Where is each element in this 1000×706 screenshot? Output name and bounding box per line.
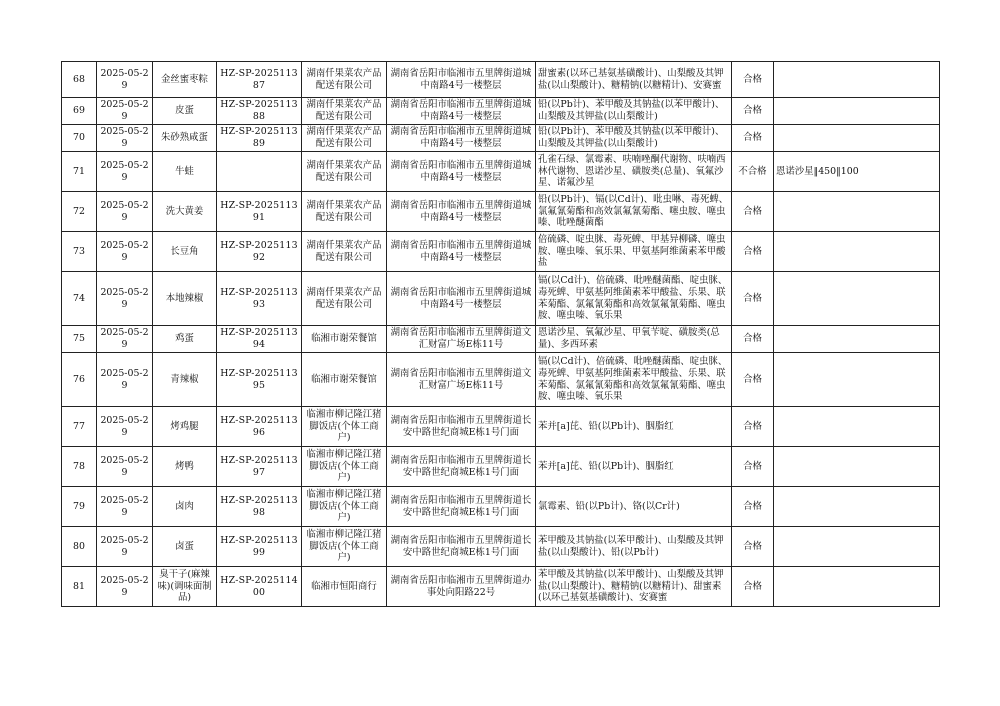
product-name: 牛蛙: [153, 152, 217, 192]
product-name: 卤蛋: [153, 527, 217, 567]
inspection-result: 合格: [732, 447, 774, 487]
sample-code: HZ-SP-202511399: [217, 527, 302, 567]
product-name: 朱砂熟咸蛋: [153, 125, 217, 152]
company-address: 湖南省岳阳市临湘市五里牌街道长安中路世纪商城E栋1号门面: [387, 447, 536, 487]
sampled-company: 临湘市柳记隆江猪脚饭店(个体工商户): [302, 487, 387, 527]
company-address: 湖南省岳阳市临湘市五里牌街道长安中路世纪商城E栋1号门面: [387, 527, 536, 567]
inspection-result: 合格: [732, 353, 774, 407]
sampled-company: 临湘市谢荣餐馆: [302, 326, 387, 353]
sampled-company: 临湘市恒阳商行: [302, 567, 387, 607]
sampled-company: 临湘市谢荣餐馆: [302, 353, 387, 407]
sampled-company: 湖南仟果菜农产品配送有限公司: [302, 62, 387, 98]
product-name: 臭干子(麻辣味)(调味面制品): [153, 567, 217, 607]
inspection-items: 孔雀石绿、氯霉素、呋喃唑酮代谢物、呋喃西林代谢物、恩诺沙星、磺胺类(总量)、氧氟沙星、诺氟沙星: [536, 152, 732, 192]
sample-code: HZ-SP-202511393: [217, 272, 302, 326]
inspection-result: 合格: [732, 98, 774, 125]
unqualified-note: [774, 487, 940, 527]
table-row: [62, 98, 940, 125]
inspection-result: 合格: [732, 527, 774, 567]
row-number: 77: [62, 407, 97, 447]
sampling-date: 2025-05-29: [97, 98, 153, 125]
company-address: 湖南省岳阳市临湘市五里牌街道城中南路4号一楼整层: [387, 152, 536, 192]
product-name: 本地辣椒: [153, 272, 217, 326]
inspection-items: 铅(以Pb计)、苯甲酸及其钠盐(以苯甲酸计)、山梨酸及其钾盐(以山梨酸计): [536, 125, 732, 152]
table-row: [62, 353, 940, 407]
company-address: 湖南省岳阳市临湘市五里牌街道文汇财富广场E栋11号: [387, 353, 536, 407]
product-name: 长豆角: [153, 232, 217, 272]
sampled-company: 湖南仟果菜农产品配送有限公司: [302, 98, 387, 125]
unqualified-note: [774, 326, 940, 353]
unqualified-note: [774, 272, 940, 326]
sampled-company: 湖南仟果菜农产品配送有限公司: [302, 272, 387, 326]
unqualified-note: [774, 353, 940, 407]
inspection-items: 苯甲酸及其钠盐(以苯甲酸计)、山梨酸及其钾盐(以山梨酸计)、铅(以Pb计): [536, 527, 732, 567]
inspection-result: 合格: [732, 62, 774, 98]
table-row: [62, 192, 940, 232]
sample-code: HZ-SP-202511395: [217, 353, 302, 407]
table-row: [62, 527, 940, 567]
sampled-company: 湖南仟果菜农产品配送有限公司: [302, 125, 387, 152]
company-address: 湖南省岳阳市临湘市五里牌街道城中南路4号一楼整层: [387, 192, 536, 232]
company-address: 湖南省岳阳市临湘市五里牌街道文汇财富广场E栋11号: [387, 326, 536, 353]
sample-code: [217, 152, 302, 192]
inspection-items: 苯甲酸及其钠盐(以苯甲酸计)、山梨酸及其钾盐(以山梨酸计)、糖精钠(以糖精计)、甜蜜素(以环己基氨基磺酸计)、安赛蜜: [536, 567, 732, 607]
unqualified-note: [774, 125, 940, 152]
table-row: [62, 447, 940, 487]
sampled-company: 湖南仟果菜农产品配送有限公司: [302, 232, 387, 272]
company-address: 湖南省岳阳市临湘市五里牌街道城中南路4号一楼整层: [387, 62, 536, 98]
sample-code: HZ-SP-202511397: [217, 447, 302, 487]
sampling-date: 2025-05-29: [97, 353, 153, 407]
sampled-company: 临湘市柳记隆江猪脚饭店(个体工商户): [302, 407, 387, 447]
inspection-result: 合格: [732, 125, 774, 152]
sampling-date: 2025-05-29: [97, 487, 153, 527]
unqualified-note: [774, 447, 940, 487]
sampling-date: 2025-05-29: [97, 567, 153, 607]
row-number: 81: [62, 567, 97, 607]
sample-code: HZ-SP-202511392: [217, 232, 302, 272]
inspection-items: 镉(以Cd计)、倍硫磷、吡唑醚菌酯、啶虫脒、毒死蜱、甲氨基阿维菌素苯甲酸盐、乐果、联苯菊酯、氯氟氰菊酯和高效氯氟氰菊酯、噻虫胺、噻虫嗪、氧乐果: [536, 353, 732, 407]
company-address: 湖南省岳阳市临湘市五里牌街道城中南路4号一楼整层: [387, 125, 536, 152]
row-number: 74: [62, 272, 97, 326]
inspection-results-page: [61, 61, 939, 607]
unqualified-note: [774, 567, 940, 607]
table-row: [62, 326, 940, 353]
inspection-items: 恩诺沙星、氧氟沙星、甲氧苄啶、磺胺类(总量)、多西环素: [536, 326, 732, 353]
row-number: 80: [62, 527, 97, 567]
table-row: [62, 272, 940, 326]
row-number: 79: [62, 487, 97, 527]
sampling-date: 2025-05-29: [97, 152, 153, 192]
sampling-date: 2025-05-29: [97, 232, 153, 272]
sampled-company: 临湘市柳记隆江猪脚饭店(个体工商户): [302, 447, 387, 487]
inspection-result: 合格: [732, 232, 774, 272]
product-name: 鸡蛋: [153, 326, 217, 353]
row-number: 78: [62, 447, 97, 487]
sample-code: HZ-SP-202511396: [217, 407, 302, 447]
row-number: 73: [62, 232, 97, 272]
product-name: 洗大黄姜: [153, 192, 217, 232]
sample-code: HZ-SP-202511394: [217, 326, 302, 353]
row-number: 75: [62, 326, 97, 353]
table-row: [62, 125, 940, 152]
sample-code: HZ-SP-202511388: [217, 98, 302, 125]
inspection-result: 合格: [732, 272, 774, 326]
unqualified-note: [774, 62, 940, 98]
sample-code: HZ-SP-202511389: [217, 125, 302, 152]
row-number: 76: [62, 353, 97, 407]
sampling-date: 2025-05-29: [97, 407, 153, 447]
product-name: 金丝蜜枣粽: [153, 62, 217, 98]
product-name: 皮蛋: [153, 98, 217, 125]
inspection-result: 合格: [732, 567, 774, 607]
sample-code: HZ-SP-202511398: [217, 487, 302, 527]
sampling-date: 2025-05-29: [97, 272, 153, 326]
unqualified-note: [774, 232, 940, 272]
inspection-items: 苯并[a]芘、铅(以Pb计)、胭脂红: [536, 447, 732, 487]
product-name: 青辣椒: [153, 353, 217, 407]
inspection-results-table: [61, 61, 940, 607]
sampling-date: 2025-05-29: [97, 326, 153, 353]
unqualified-note: 恩诺沙星‖450‖100: [774, 152, 940, 192]
row-number: 71: [62, 152, 97, 192]
company-address: 湖南省岳阳市临湘市五里牌街道城中南路4号一楼整层: [387, 98, 536, 125]
table-row: [62, 232, 940, 272]
company-address: 湖南省岳阳市临湘市五里牌街道办事处向阳路22号: [387, 567, 536, 607]
row-number: 70: [62, 125, 97, 152]
sampling-date: 2025-05-29: [97, 192, 153, 232]
inspection-items: 铅(以Pb计)、镉(以Cd计)、吡虫啉、毒死蜱、氯氟氰菊酯和高效氯氟氰菊酯、噻虫胺、噻虫嗪、吡唑醚菌酯: [536, 192, 732, 232]
table-row: [62, 567, 940, 607]
unqualified-note: [774, 407, 940, 447]
table-row: [62, 62, 940, 98]
unqualified-note: [774, 98, 940, 125]
inspection-items: 倍硫磷、啶虫脒、毒死蜱、甲基异柳磷、噻虫胺、噻虫嗪、氧乐果、甲氨基阿维菌素苯甲酸盐: [536, 232, 732, 272]
inspection-result: 合格: [732, 326, 774, 353]
row-number: 69: [62, 98, 97, 125]
sampling-date: 2025-05-29: [97, 62, 153, 98]
product-name: 烤鸡腿: [153, 407, 217, 447]
inspection-result: 不合格: [732, 152, 774, 192]
product-name: 卤肉: [153, 487, 217, 527]
sampled-company: 湖南仟果菜农产品配送有限公司: [302, 152, 387, 192]
inspection-result: 合格: [732, 487, 774, 527]
inspection-result: 合格: [732, 192, 774, 232]
unqualified-note: [774, 527, 940, 567]
inspection-items: 苯并[a]芘、铅(以Pb计)、胭脂红: [536, 407, 732, 447]
sampling-date: 2025-05-29: [97, 447, 153, 487]
inspection-items: 铅(以Pb计)、苯甲酸及其钠盐(以苯甲酸计)、山梨酸及其钾盐(以山梨酸计): [536, 98, 732, 125]
sampled-company: 湖南仟果菜农产品配送有限公司: [302, 192, 387, 232]
inspection-result: 合格: [732, 407, 774, 447]
product-name: 烤鸭: [153, 447, 217, 487]
sample-code: HZ-SP-202511391: [217, 192, 302, 232]
inspection-items: 镉(以Cd计)、倍硫磷、吡唑醚菌酯、啶虫脒、毒死蜱、甲氨基阿维菌素苯甲酸盐、乐果、联苯菊酯、氯氟氰菊酯和高效氯氟氰菊酯、噻虫胺、噻虫嗪、氧乐果: [536, 272, 732, 326]
inspection-items: 甜蜜素(以环己基氨基磺酸计)、山梨酸及其钾盐(以山梨酸计)、糖精钠(以糖精计)、安赛蜜: [536, 62, 732, 98]
company-address: 湖南省岳阳市临湘市五里牌街道长安中路世纪商城E栋1号门面: [387, 407, 536, 447]
company-address: 湖南省岳阳市临湘市五里牌街道城中南路4号一楼整层: [387, 272, 536, 326]
table-body: [62, 62, 940, 607]
sampled-company: 临湘市柳记隆江猪脚饭店(个体工商户): [302, 527, 387, 567]
inspection-items: 氯霉素、铅(以Pb计)、铬(以Cr计): [536, 487, 732, 527]
row-number: 72: [62, 192, 97, 232]
sampling-date: 2025-05-29: [97, 527, 153, 567]
unqualified-note: [774, 192, 940, 232]
row-number: 68: [62, 62, 97, 98]
sampling-date: 2025-05-29: [97, 125, 153, 152]
table-row: [62, 152, 940, 192]
company-address: 湖南省岳阳市临湘市五里牌街道城中南路4号一楼整层: [387, 232, 536, 272]
table-row: [62, 487, 940, 527]
company-address: 湖南省岳阳市临湘市五里牌街道长安中路世纪商城E栋1号门面: [387, 487, 536, 527]
table-row: [62, 407, 940, 447]
sample-code: HZ-SP-202511400: [217, 567, 302, 607]
sample-code: HZ-SP-202511387: [217, 62, 302, 98]
